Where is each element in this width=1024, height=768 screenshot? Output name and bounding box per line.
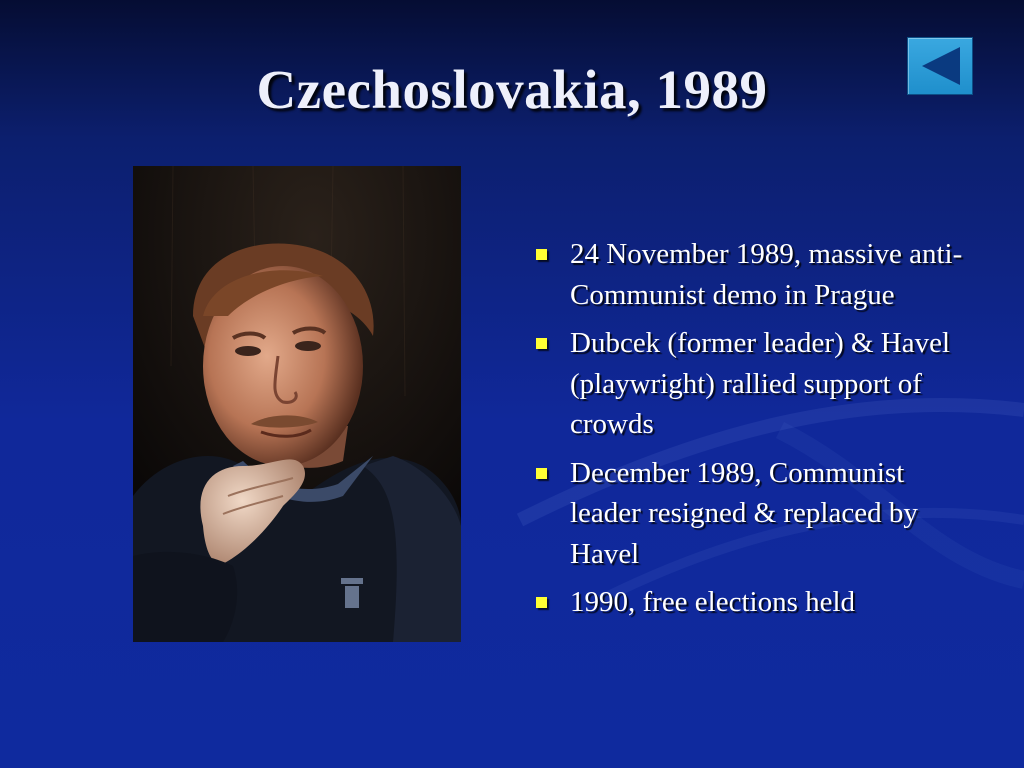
back-button[interactable] <box>907 37 973 95</box>
page-title: Czechoslovakia, 1989 <box>256 59 768 120</box>
bullet-text: 24 November 1989, massive anti-Communist demo in Prague <box>570 238 963 311</box>
bullet-square-icon <box>536 249 547 260</box>
list-item <box>534 453 974 575</box>
list-item <box>534 323 974 445</box>
bullet-square-icon <box>536 338 547 349</box>
bullet-list <box>534 234 974 631</box>
list-item <box>534 582 974 623</box>
list-item <box>534 234 974 315</box>
bullet-square-icon <box>536 468 547 479</box>
bullet-text: December 1989, Communist leader resigned & replaced by Havel <box>570 456 918 570</box>
bullet-text: Dubcek (former leader) & Havel (playwright) rallied support of crowds <box>570 327 951 440</box>
back-arrow-icon <box>908 38 972 94</box>
portrait-photo <box>133 166 461 642</box>
bullet-text: 1990, free elections held <box>570 586 856 618</box>
bullet-square-icon <box>536 597 547 608</box>
